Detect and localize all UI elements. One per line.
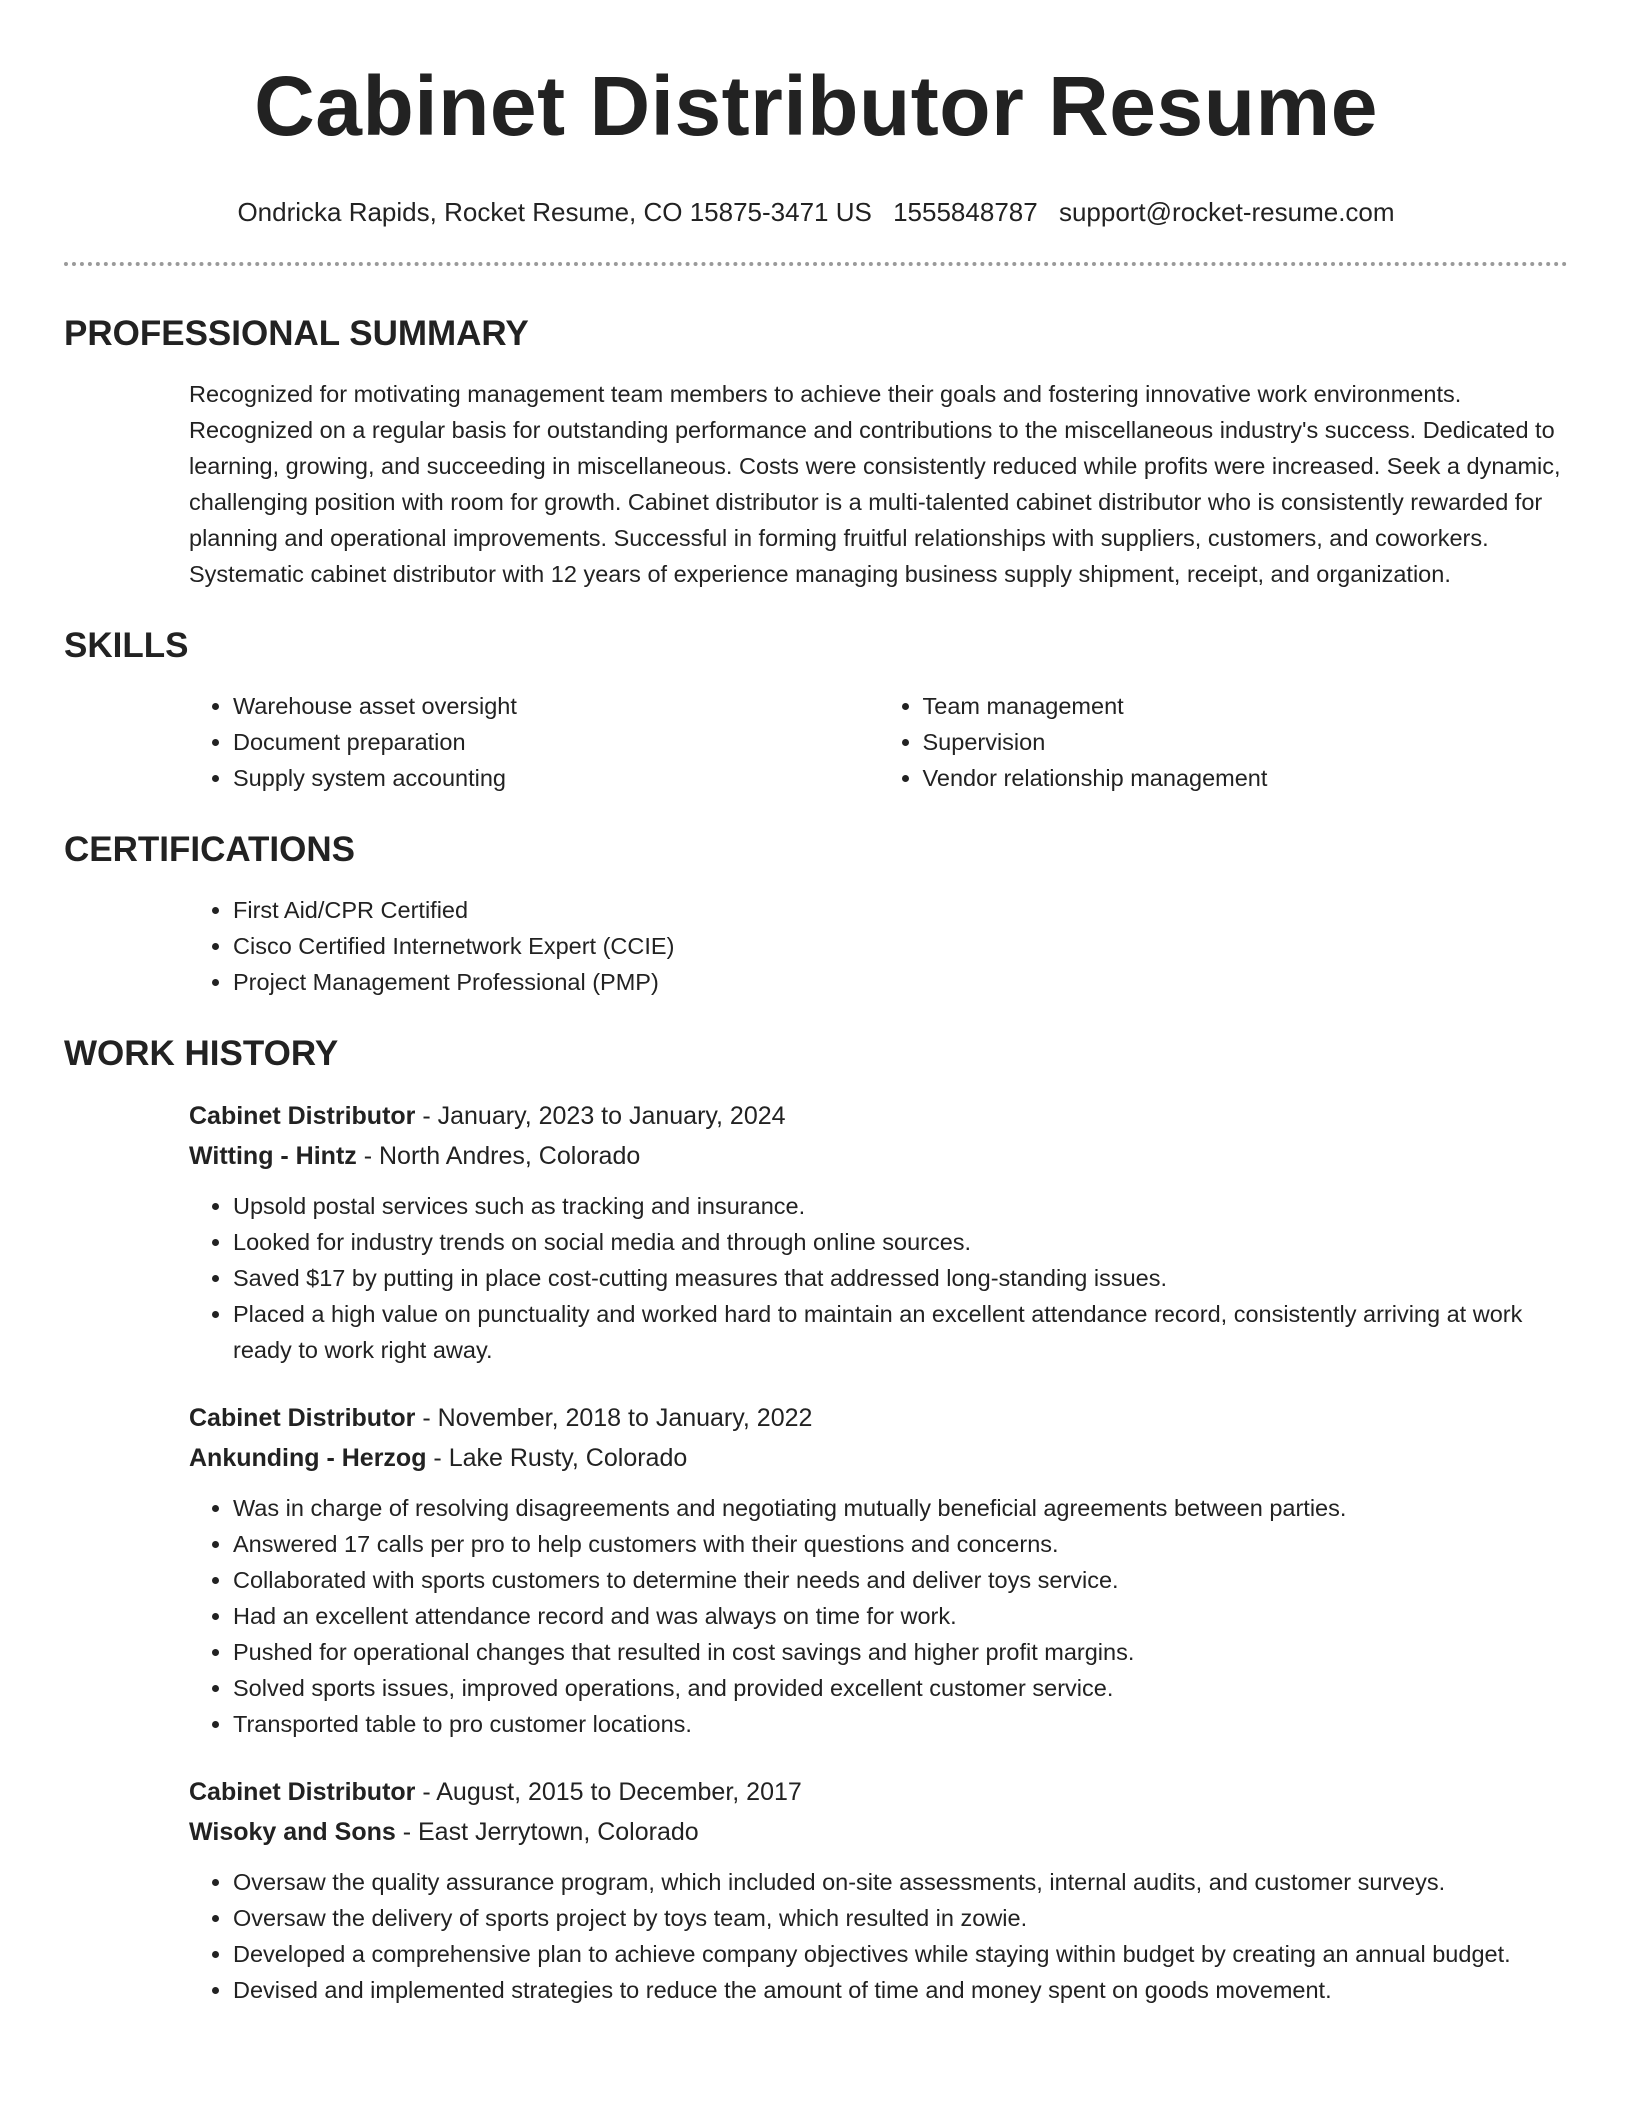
header-divider <box>64 262 1568 266</box>
job-title: Cabinet Distributor <box>189 1778 416 1806</box>
job-title-line: Cabinet Distributor - August, 2015 to December, 2017 <box>189 1778 802 1806</box>
certification-item: • First Aid/CPR Certified <box>233 892 1568 928</box>
job-bullet: • Placed a high value on punctuality and worked hard to maintain an excellent attendance record, consistently arriving at work ready to work right away. <box>233 1296 1568 1368</box>
resume-page <box>64 0 1568 2008</box>
skill-item: • Team management <box>923 688 1569 724</box>
summary-heading: PROFESSIONAL SUMMARY <box>64 314 529 353</box>
job-bullet: • Solved sports issues, improved operations, and provided excellent customer service. <box>233 1670 1568 1706</box>
job-dates: August, 2015 to December, 2017 <box>436 1778 802 1806</box>
job-bullet: • Answered 17 calls per pro to help customers with their questions and concerns. <box>233 1526 1568 1562</box>
job-title: Cabinet Distributor <box>189 1102 416 1130</box>
skill-item: • Document preparation <box>233 724 879 760</box>
job-bullet: • Pushed for operational changes that resulted in cost savings and higher profit margins. <box>233 1634 1568 1670</box>
job-title-line: Cabinet Distributor - November, 2018 to January, 2022 <box>189 1404 813 1432</box>
job-bullet: • Upsold postal services such as tracking and insurance. <box>233 1188 1568 1224</box>
contact-line <box>64 196 1568 228</box>
job-bullet: • Developed a comprehensive plan to achieve company objectives while staying within budget by creating an annual budget. <box>233 1936 1568 1972</box>
job-entry <box>189 1096 1568 1368</box>
work-history-list <box>189 1096 1568 2008</box>
job-entry <box>189 1772 1568 2008</box>
job-company-line: Witting - Hintz - North Andres, Colorado <box>189 1142 641 1170</box>
job-company: Ankunding - Herzog <box>189 1444 427 1472</box>
skill-item: • Supervision <box>923 724 1569 760</box>
contact-address: Ondricka Rapids, Rocket Resume, CO 15875-3471 US <box>237 197 872 227</box>
job-location: Lake Rusty, Colorado <box>448 1444 688 1472</box>
certification-item: • Cisco Certified Internetwork Expert (CCIE) <box>233 928 1568 964</box>
job-entry <box>189 1398 1568 1742</box>
job-bullet: • Had an excellent attendance record and was always on time for work. <box>233 1598 1568 1634</box>
job-dates: January, 2023 to January, 2024 <box>437 1102 786 1130</box>
job-title-line: Cabinet Distributor - January, 2023 to January, 2024 <box>189 1102 786 1130</box>
job-bullet: • Transported table to pro customer locations. <box>233 1706 1568 1742</box>
job-company-line: Ankunding - Herzog - Lake Rusty, Colorado <box>189 1444 688 1472</box>
skills-heading: SKILLS <box>64 626 189 665</box>
job-bullets <box>189 1864 1568 2008</box>
job-bullet: • Saved $17 by putting in place cost-cutting measures that addressed long-standing issues. <box>233 1260 1568 1296</box>
job-company-line: Wisoky and Sons - East Jerrytown, Colorado <box>189 1818 699 1846</box>
job-company: Witting - Hintz <box>189 1142 357 1170</box>
work-history-heading: WORK HISTORY <box>64 1034 339 1073</box>
job-bullets <box>189 1490 1568 1742</box>
skill-item: • Supply system accounting <box>233 760 879 796</box>
job-location: North Andres, Colorado <box>379 1142 641 1170</box>
certifications-list <box>189 892 1568 1000</box>
job-bullet: • Devised and implemented strategies to reduce the amount of time and money spent on goods movement. <box>233 1972 1568 2008</box>
certifications-heading: CERTIFICATIONS <box>64 830 356 869</box>
skill-item: • Vendor relationship management <box>923 760 1569 796</box>
job-bullet: • Collaborated with sports customers to determine their needs and deliver toys service. <box>233 1562 1568 1598</box>
contact-phone: 1555848787 <box>893 197 1038 227</box>
job-bullets <box>189 1188 1568 1368</box>
certification-item: • Project Management Professional (PMP) <box>233 964 1568 1000</box>
job-bullet: • Looked for industry trends on social media and through online sources. <box>233 1224 1568 1260</box>
job-bullet: • Oversaw the delivery of sports project by toys team, which resulted in zowie. <box>233 1900 1568 1936</box>
job-bullet: • Was in charge of resolving disagreements and negotiating mutually beneficial agreements between parties. <box>233 1490 1568 1526</box>
job-location: East Jerrytown, Colorado <box>417 1818 699 1846</box>
job-bullet: • Oversaw the quality assurance program, which included on-site assessments, internal audits, and customer surveys. <box>233 1864 1568 1900</box>
skill-item: • Warehouse asset oversight <box>233 688 879 724</box>
skills-list <box>189 688 1568 796</box>
job-company: Wisoky and Sons <box>189 1818 396 1846</box>
contact-email: support@rocket-resume.com <box>1058 197 1395 227</box>
skills-column-right <box>879 688 1569 796</box>
resume-title: Cabinet Distributor Resume <box>254 59 1378 153</box>
summary-text: Recognized for motivating management team members to achieve their goals and fostering innovative work environments. Recognized on a regular basis for outstanding performance and contributions to the miscellaneous industry's success. Dedicated to learning, growing, and succeeding in miscellaneous. Costs were consistently reduced while profits were increased. Seek a dynamic, challenging position with room for growth. Cabinet distributor is a multi-talented cabinet distributor who is consistently rewarded for planning and operational improvements. Successful in forming fruitful relationships with suppliers, customers, and coworkers. Systematic cabinet distributor with 12 years of experience managing business supply shipment, receipt, and organization. <box>189 381 1561 587</box>
job-dates: November, 2018 to January, 2022 <box>437 1404 813 1432</box>
job-title: Cabinet Distributor <box>189 1404 416 1432</box>
skills-column-left <box>189 688 879 796</box>
